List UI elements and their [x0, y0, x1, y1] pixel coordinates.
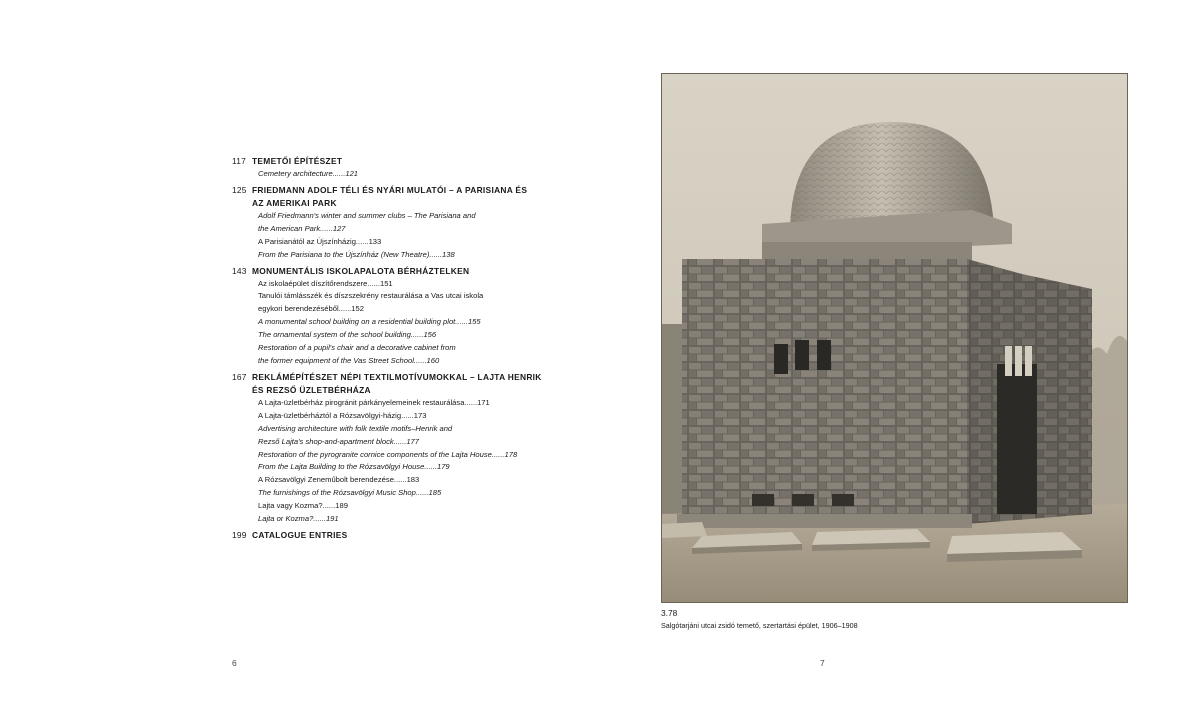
toc-chapter-title: TEMETŐI ÉPÍTÉSZET — [252, 156, 343, 166]
toc-subentry: Restoration of a pupil's chair and a decorative cabinet from — [258, 343, 456, 353]
page-number-left: 6 — [232, 658, 237, 668]
toc-chapter-title: REKLÁMÉPÍTÉSZET NÉPI TEXTILMOTÍVUMOKKAL – LAJTA HENRIK — [252, 371, 542, 382]
figure-number: 3.78 — [661, 608, 678, 618]
mortuary-building-image — [662, 74, 1128, 603]
toc-subentry: A Lajta-üzletbérháztól a Rózsavölgyi-házig......173 — [258, 410, 427, 420]
toc-page-number: 117 — [232, 156, 246, 166]
toc-subentry: A Lajta-üzletbérház pirogránit párkányelemeinek restaurálása......171 — [258, 397, 490, 407]
toc-page-number: 125 — [232, 184, 247, 195]
toc-subentry: Lajta vagy Kozma?......189 — [258, 501, 348, 511]
toc-subentry: From the Parisiana to the Újszínház (New Theatre)......138 — [258, 249, 455, 259]
toc-entry — [232, 184, 552, 262]
toc-chapter-title: MONUMENTÁLIS ISKOLAPALOTA BÉRHÁZTELKEN — [252, 265, 470, 276]
toc-subentry: From the Lajta Building to the Rózsavölgyi House......179 — [258, 462, 450, 472]
toc-page-number: 143 — [232, 265, 247, 276]
toc-chapter-title: CATALOGUE ENTRIES — [252, 529, 348, 540]
toc-subentry: Az iskolaépület díszítőrendszere......151 — [258, 278, 393, 288]
toc-entry — [232, 265, 552, 368]
toc-entry — [232, 155, 552, 181]
figure-caption — [661, 607, 1128, 633]
toc-subentry: Advertising architecture with folk textile motifs–Henrik and — [258, 423, 453, 433]
toc-chapter-title: ÉS REZSŐ ÜZLETBÉRHÁZA — [252, 384, 371, 395]
figure-caption-text: Salgótarjáni utcai zsidó temető, szertartási épület, 1906–1908 — [661, 621, 858, 630]
toc-page-number: 199 — [232, 529, 247, 540]
toc-subentry: Rezső Lajta's shop-and-apartment block......177 — [258, 436, 420, 446]
toc-subentry: egykori berendezéséből......152 — [258, 304, 364, 314]
toc-subentry: A monumental school building on a residential building plot......155 — [258, 317, 481, 327]
toc-subentry: Restoration of the pyrogranite cornice components of the Lajta House......178 — [258, 449, 518, 459]
toc-subentry: Adolf Friedmann's winter and summer clubs – The Parisiana and — [258, 210, 476, 220]
table-of-contents — [232, 155, 552, 545]
toc-entry — [232, 529, 552, 542]
toc-chapter-title: FRIEDMANN ADOLF TÉLI ÉS NYÁRI MULATÓI – A PARISIANA ÉS — [252, 184, 528, 195]
toc-subentry: Tanulói támlásszék és díszszekrény restaurálása a Vas utcai iskola — [258, 291, 484, 301]
toc-subentry: the American Park......127 — [258, 223, 346, 233]
toc-subentry: A Parisianától az Újszínházig......133 — [258, 236, 382, 246]
toc-subentry: A Rózsavölgyi Zeneműbolt berendezése......183 — [258, 475, 420, 485]
toc-page-number: 167 — [232, 371, 247, 382]
building-photograph — [661, 73, 1128, 603]
toc-subentry: Cemetery architecture......121 — [258, 169, 359, 178]
toc-subentry: the former equipment of the Vas Street School......160 — [258, 355, 440, 365]
toc-subentry: Lajta or Kozma?......191 — [258, 514, 339, 524]
toc-subentry: The furnishings of the Rózsavölgyi Music Shop......185 — [258, 488, 442, 498]
page-number-right: 7 — [820, 658, 825, 668]
toc-subentry: The ornamental system of the school building......156 — [258, 330, 437, 340]
toc-chapter-title: AZ AMERIKAI PARK — [252, 197, 337, 208]
toc-entry — [232, 371, 552, 526]
